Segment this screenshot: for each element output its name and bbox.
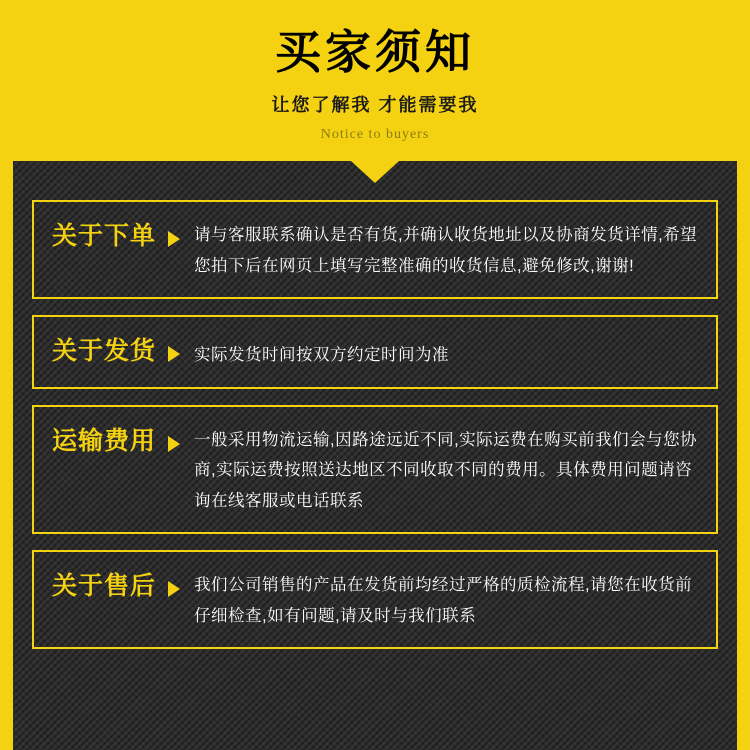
left-accent-bar bbox=[0, 0, 13, 750]
notice-text: 实际发货时间按双方约定时间为准 bbox=[194, 346, 450, 365]
notice-label: 关于下单 bbox=[52, 222, 157, 250]
right-accent-bar bbox=[737, 0, 750, 750]
notice-label: 运输费用 bbox=[52, 426, 157, 455]
notice-list bbox=[32, 200, 718, 665]
arrow-right-icon bbox=[168, 436, 180, 452]
notice-label: 关于售后 bbox=[52, 572, 157, 601]
list-item bbox=[32, 405, 718, 535]
notice-label: 关于发货 bbox=[52, 337, 157, 366]
list-item bbox=[32, 200, 718, 299]
arrow-right-icon bbox=[168, 346, 180, 362]
page-subtitle: 让您了解我 才能需要我 bbox=[271, 94, 479, 115]
list-item bbox=[32, 550, 718, 649]
header-notch-triangle bbox=[351, 161, 399, 183]
arrow-right-icon bbox=[168, 231, 180, 247]
notice-text: 请与客服联系确认是否有货,并确认收货地址以及协商发货详情,希望您拍下后在网页上填写完整准确的收货信息,避免修改,谢谢! bbox=[194, 226, 698, 275]
poster-header bbox=[13, 0, 737, 161]
arrow-right-icon bbox=[168, 581, 180, 597]
list-item bbox=[32, 315, 718, 389]
page-title: 买家须知 bbox=[275, 26, 475, 78]
notice-text: 我们公司销售的产品在发货前均经过严格的质检流程,请您在收货前仔细检查,如有问题,请及时与我们联系 bbox=[194, 576, 693, 625]
notice-text: 一般采用物流运输,因路途远近不同,实际运费在购买前我们会与您协商,实际运费按照送达地区不同收取不同的费用。具体费用问题请咨询在线客服或电话联系 bbox=[194, 430, 698, 510]
page-subtitle-english: Notice to buyers bbox=[320, 126, 430, 142]
